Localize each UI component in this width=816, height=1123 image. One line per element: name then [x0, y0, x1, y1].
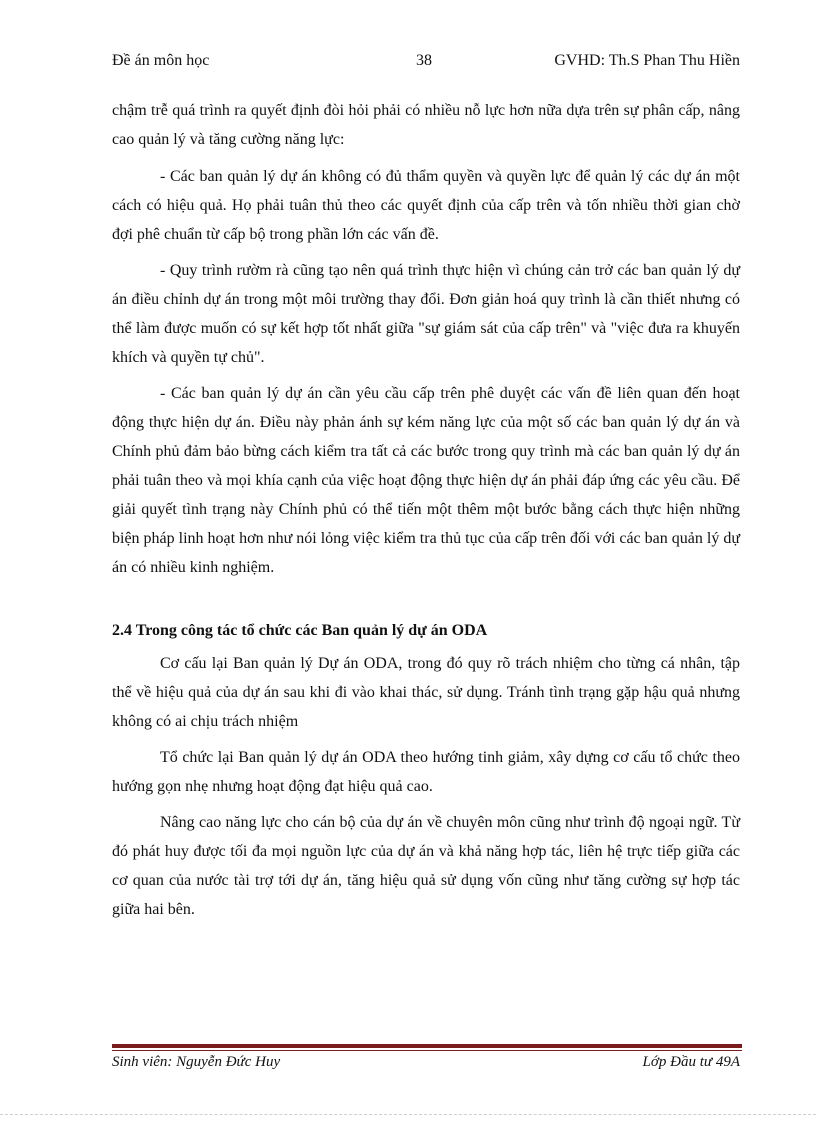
header-supervisor: GVHD: Th.S Phan Thu Hiền	[554, 52, 740, 69]
paragraph-approval: - Các ban quản lý dự án cần yêu cầu cấp trên phê duyệt các vấn đề liên quan đến hoạt động thực hiện dự án. Điều này phản ánh sự kém năng lực của một số các ban quản lý dự án và Chính phủ đảm bảo bừng cách kiểm tra tất cả các bước trong quy trình mà các ban quản lý dự án phải tuân theo và mọi khía cạnh của việc hoạt động thực hiện dự án phải đáp ứng các yêu cầu. Để giải quyết tình trạng này Chính phủ có thể tiến một thêm một bước bằng cách thực hiện những biện pháp linh hoạt hơn như nói lỏng việc kiểm tra thủ tục của cấp trên đối với các ban quản lý dự án có nhiều kinh nghiệm.	[112, 385, 740, 576]
paragraph-reorganize: Tổ chức lại Ban quản lý dự án ODA theo hướng tinh giảm, xây dựng cơ cấu tổ chức theo hướng gọn nhẹ nhưng hoạt động đạt hiệu quả cao.	[112, 749, 740, 795]
footer-student: Sinh viên: Nguyễn Đức Huy	[112, 1054, 281, 1070]
paragraph-continuation: chậm trễ quá trình ra quyết định đòi hỏi phải có nhiều nỗ lực hơn nữa dựa trên sự phân cấp, nâng cao quản lý và tăng cường năng lực:	[112, 102, 740, 148]
section-heading: 2.4 Trong công tác tổ chức các Ban quản lý dự án ODA	[112, 622, 488, 639]
header-course-title: Đề án môn học	[112, 52, 210, 69]
page-number: 38	[416, 52, 432, 69]
document-body	[112, 96, 740, 931]
paragraph-authority: - Các ban quản lý dự án không có đủ thẩm quyền và quyền lực để quản lý các dự án một cách có hiệu quả. Họ phải tuân thủ theo các quyết định của cấp trên và tốn nhiều thời gian chờ đợi phê chuẩn từ cấp bộ trong phần lớn các vấn đề.	[112, 168, 740, 243]
page-footer	[112, 1054, 740, 1074]
page-header	[112, 52, 740, 74]
page-edge-divider	[0, 1114, 816, 1115]
footer-divider-thin	[112, 1050, 742, 1051]
paragraph-procedure: - Quy trình rườm rà cũng tạo nên quá trình thực hiện vì chúng cản trở các ban quản lý dự án điều chỉnh dự án trong một môi trường thay đổi. Đơn giản hoá quy trình là cần thiết nhưng có thể làm được muốn có sự kết hợp tốt nhất giữa "sự giám sát của cấp trên" và "việc đưa ra khuyến khích và quyền tự chủ".	[112, 262, 740, 366]
paragraph-capacity: Nâng cao năng lực cho cán bộ của dự án về chuyên môn cũng như trình độ ngoại ngữ. Từ đó phát huy được tối đa mọi nguồn lực của dự án và khả năng hợp tác, liên hệ trực tiếp giữa các cơ quan của nước tài trợ tới dự án, tăng hiệu quả sử dụng vốn cũng như tăng cường sự hợp tác giữa hai bên.	[112, 814, 740, 918]
footer-divider	[112, 1044, 742, 1051]
paragraph-restructure: Cơ cấu lại Ban quản lý Dự án ODA, trong đó quy rõ trách nhiệm cho từng cá nhân, tập thể về hiệu quả của dự án sau khi đi vào khai thác, sử dụng. Tránh tình trạng gặp hậu quả nhưng không có ai chịu trách nhiệm	[112, 655, 740, 730]
footer-divider-thick	[112, 1044, 742, 1048]
footer-class: Lớp Đầu tư 49A	[642, 1054, 740, 1070]
